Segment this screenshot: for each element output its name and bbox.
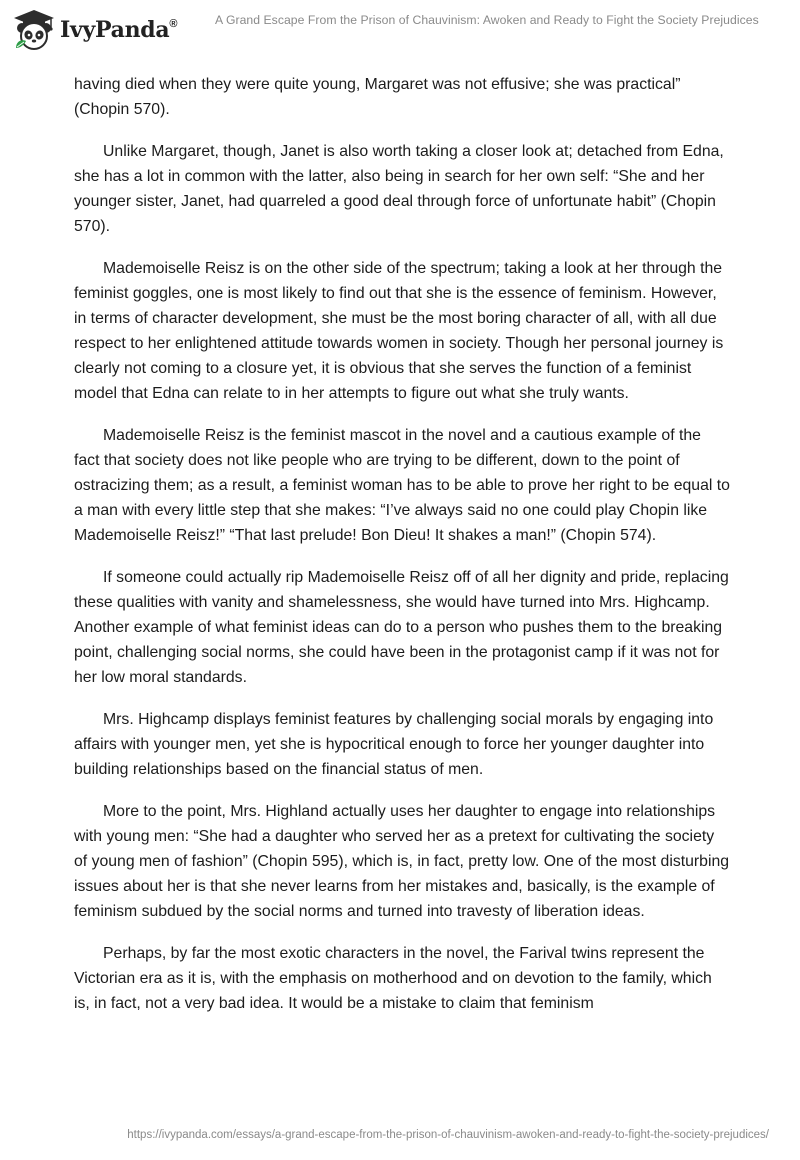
ivypanda-logo[interactable] [12, 8, 177, 52]
paragraph-continuation: having died when they were quite young, Margaret was not effusive; she was practical” (Chopin 570). [74, 76, 681, 118]
essay-body [74, 72, 730, 1033]
page-header [0, 0, 800, 66]
paragraph: Unlike Margaret, though, Janet is also worth taking a closer look at; detached from Edna, she has a lot in common with the latter, also being in search for her own self: “She and her younger sister, Janet, had quarreled a good deal through force of unfortunate habit” (Chopin 570). [74, 143, 724, 235]
essay-title: A Grand Escape From the Prison of Chauvinism: Awoken and Ready to Fight the Society Prejudices [215, 13, 759, 27]
paragraph: Mademoiselle Reisz is the feminist mascot in the novel and a cautious example of the fact that society does not like people who are trying to be different, down to the point of ostracizing them; as a result, a feminist woman has to be able to prove her right to be equal to a man with every little step that she makes: “I’ve always said no one could play Chopin like Mademoiselle Reisz!” “That last prelude! Bon Dieu! It shakes a man!” (Chopin 574). [74, 427, 730, 544]
source-url[interactable]: https://ivypanda.com/essays/a-grand-escape-from-the-prison-of-chauvinism-awoken-and-ready-to-fight-the-society-prejudices/ [127, 1129, 769, 1141]
paragraph: More to the point, Mrs. Highland actually uses her daughter to engage into relationships with young men: “She had a daughter who served her as a pretext for cultivating the society of young men of fashion” (Chopin 595), which is, in fact, pretty low. One of the most disturbing issues about her is that she never learns from her mistakes and, basically, is the example of feminism subdued by the social norms and turned into travesty of liberation ideas. [74, 803, 730, 920]
registered-mark: ® [169, 18, 178, 30]
logo-wordmark: IvyPanda® [60, 17, 178, 43]
paragraph: Mademoiselle Reisz is on the other side of the spectrum; taking a look at her through the feminist goggles, one is most likely to find out that she is the essence of feminism. However, in terms of character development, she must be the most boring character of all, with all due respect to her enlightened attitude towards women in society. Though her personal journey is clearly not coming to a closure yet, it is obvious that she serves the function of a feminist model that Edna can relate to in her attempts to figure out what she truly wants. [74, 260, 724, 402]
paragraph: Mrs. Highcamp displays feminist features by challenging social morals by engaging into affairs with younger men, yet she is hypocritical enough to force her younger daughter into building relationships based on the financial status of men. [74, 711, 714, 778]
paragraph: Perhaps, by far the most exotic characters in the novel, the Farival twins represent the Victorian era as it is, with the emphasis on motherhood and on devotion to the family, which is, in fact, not a very bad idea. It would be a mistake to claim that feminism [74, 945, 712, 1012]
panda-graduate-icon [12, 8, 56, 52]
paragraph: If someone could actually rip Mademoiselle Reisz off of all her dignity and pride, replacing these qualities with vanity and shamelessness, she would have turned into Mrs. Highcamp. Another example of what feminist ideas can do to a person who pushes them to the breaking point, challenging social norms, she could have been in the protagonist camp if it was not for her low moral standards. [74, 569, 729, 686]
